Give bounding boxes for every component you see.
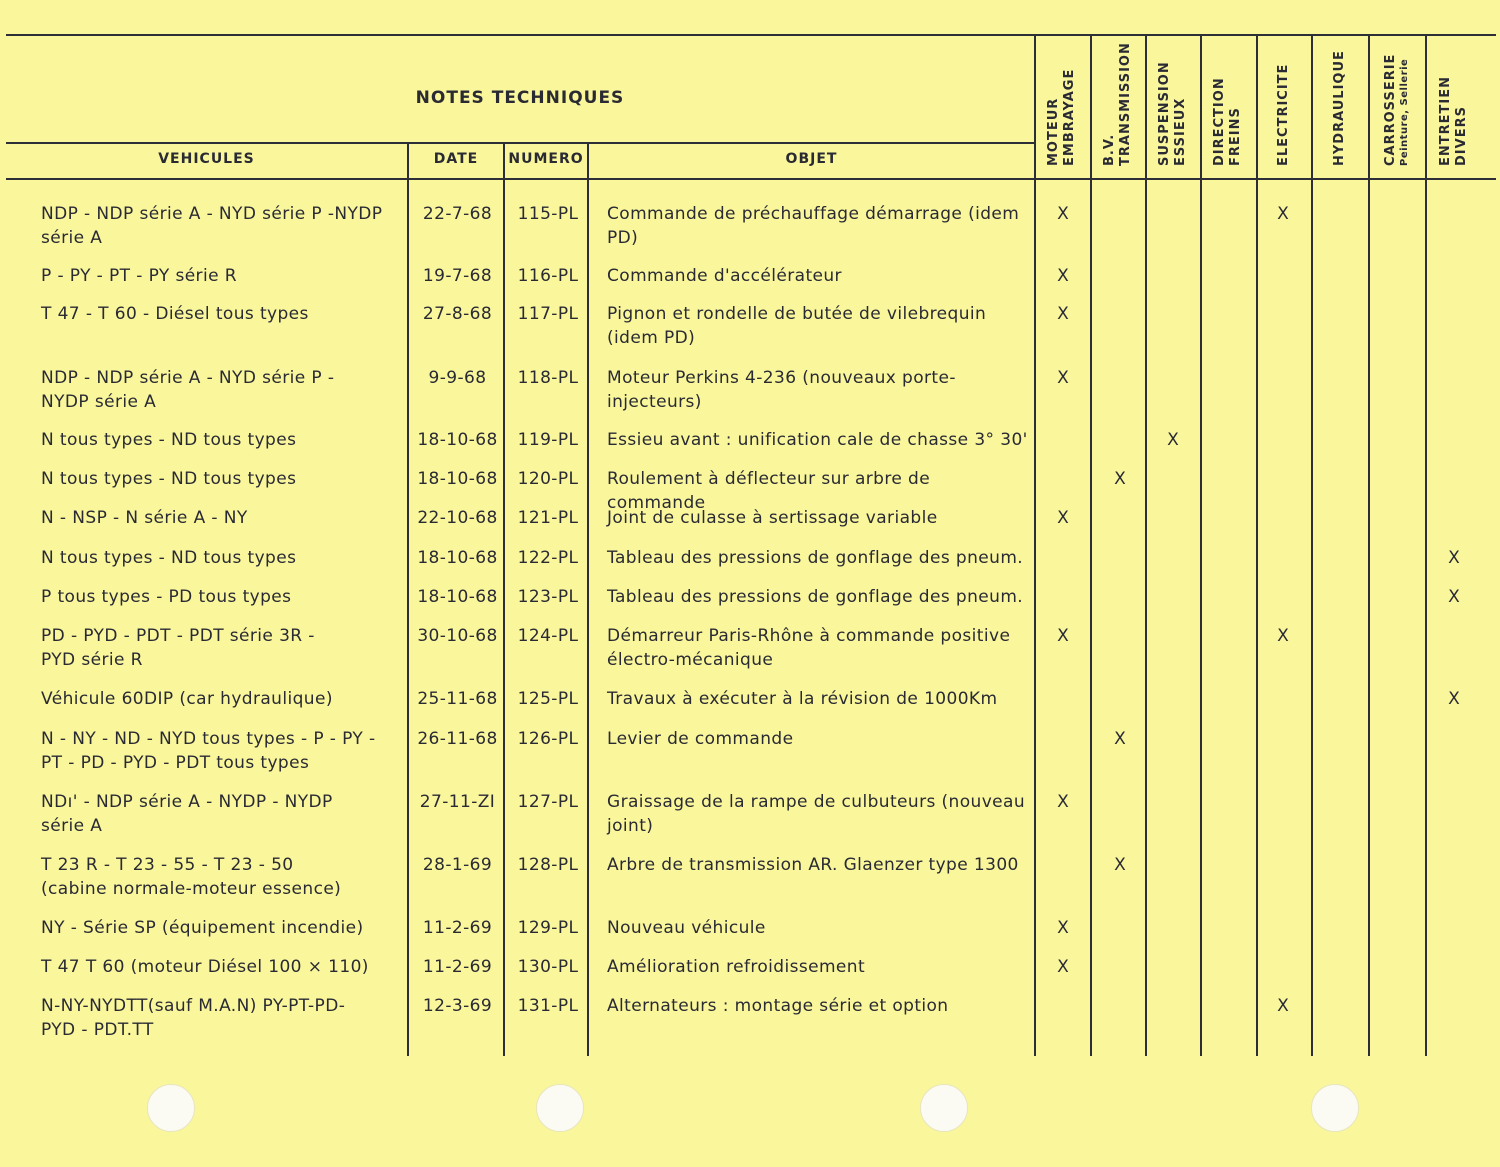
category-header-line: ELECTRICITE bbox=[1275, 63, 1291, 166]
vehicules-cell bbox=[41, 687, 407, 711]
punch-hole bbox=[920, 1084, 968, 1132]
mark-entretien: X bbox=[1448, 689, 1460, 709]
objet-line: Tableau des pressions de gonflage des pneum. bbox=[607, 548, 1024, 568]
category-header-moteur bbox=[1040, 46, 1084, 166]
date-cell: 19-7-68 bbox=[422, 266, 493, 286]
table-row bbox=[0, 853, 1500, 899]
vehicules-cell bbox=[41, 585, 407, 609]
table-row bbox=[0, 624, 1500, 670]
mark-moteur: X bbox=[1057, 204, 1069, 224]
category-header-subtitle: Peinture, Sellerie bbox=[1398, 58, 1410, 166]
objet-cell bbox=[607, 994, 1033, 1018]
objet-cell bbox=[607, 302, 1033, 350]
date-cell: 28-1-69 bbox=[422, 855, 493, 875]
category-header-line: FREINS bbox=[1228, 107, 1243, 166]
vehicules-cell bbox=[41, 202, 407, 250]
date-cell: 26-11-68 bbox=[417, 729, 498, 749]
objet-line: électro-mécanique bbox=[607, 650, 774, 670]
table-row bbox=[0, 994, 1500, 1040]
vehicules-line: NDP - NDP série A - NYD série P -NYDP bbox=[41, 204, 383, 224]
date-cell: 11-2-69 bbox=[422, 918, 493, 938]
numero-cell: 120-PL bbox=[517, 469, 579, 489]
mark-entretien: X bbox=[1448, 548, 1460, 568]
mark-electricite: X bbox=[1277, 996, 1289, 1016]
vehicules-line: N - NY - ND - NYD tous types - P - PY - bbox=[41, 729, 376, 749]
numero-cell: 125-PL bbox=[517, 689, 579, 709]
objet-line: Commande de préchauffage démarrage (idem PD) bbox=[607, 204, 1020, 248]
column-header-numero: NUMERO bbox=[508, 151, 584, 167]
vehicules-line: (cabine normale-moteur essence) bbox=[41, 879, 342, 899]
mark-entretien: X bbox=[1448, 587, 1460, 607]
vehicules-line: T 23 R - T 23 - 55 - T 23 - 50 bbox=[41, 855, 294, 875]
objet-cell bbox=[607, 506, 1033, 530]
objet-line: (idem PD) bbox=[607, 328, 696, 348]
objet-line: Arbre de transmission AR. Glaenzer type 1300 bbox=[607, 855, 1019, 875]
numero-cell: 121-PL bbox=[517, 508, 579, 528]
numero-cell: 127-PL bbox=[517, 792, 579, 812]
category-header-line: MOTEUR bbox=[1045, 97, 1061, 166]
vehicules-line: PYD série R bbox=[41, 650, 143, 670]
numero-cell: 117-PL bbox=[517, 304, 579, 324]
date-cell: 18-10-68 bbox=[417, 430, 498, 450]
numero-cell: 123-PL bbox=[517, 587, 579, 607]
date-cell: 27-11-ZI bbox=[419, 792, 496, 812]
table-row bbox=[0, 585, 1500, 625]
vehicules-cell bbox=[41, 916, 407, 940]
vehicules-line: NY - Série SP (équipement incendie) bbox=[41, 918, 364, 938]
category-header-line: HYDRAULIQUE bbox=[1331, 50, 1347, 166]
objet-line: Graissage de la rampe de culbuteurs (nouveau bbox=[607, 792, 1026, 812]
mark-electricite: X bbox=[1277, 204, 1289, 224]
mark-moteur: X bbox=[1057, 918, 1069, 938]
objet-line: Nouveau véhicule bbox=[607, 918, 766, 938]
vehicules-line: P tous types - PD tous types bbox=[41, 587, 292, 607]
objet-line: Roulement à déflecteur sur arbre de commande bbox=[607, 469, 931, 513]
date-cell: 9-9-68 bbox=[428, 368, 487, 388]
vehicules-line: N tous types - ND tous types bbox=[41, 548, 297, 568]
column-header-objet: OBJET bbox=[785, 151, 838, 167]
vehicules-cell bbox=[41, 264, 407, 288]
objet-cell bbox=[607, 546, 1033, 570]
objet-cell bbox=[607, 790, 1033, 838]
table-row bbox=[0, 727, 1500, 773]
objet-line: Pignon et rondelle de butée de vilebrequin bbox=[607, 304, 987, 324]
table-row bbox=[0, 506, 1500, 546]
category-header-electricite bbox=[1262, 46, 1306, 166]
numero-cell: 115-PL bbox=[517, 204, 579, 224]
mark-moteur: X bbox=[1057, 368, 1069, 388]
table-row bbox=[0, 916, 1500, 956]
punch-hole bbox=[1311, 1084, 1359, 1132]
table-row bbox=[0, 790, 1500, 836]
date-cell: 25-11-68 bbox=[417, 689, 498, 709]
mark-electricite: X bbox=[1277, 626, 1289, 646]
objet-line: Commande d'accélérateur bbox=[607, 266, 842, 286]
date-cell: 22-7-68 bbox=[422, 204, 493, 224]
objet-cell bbox=[607, 624, 1033, 672]
vehicules-line: T 47 T 60 (moteur Diésel 100 × 110) bbox=[41, 957, 369, 977]
objet-cell bbox=[607, 955, 1033, 979]
category-header-direction bbox=[1206, 46, 1250, 166]
mark-moteur: X bbox=[1057, 792, 1069, 812]
category-header-line: SUSPENSION bbox=[1156, 61, 1172, 166]
mark-bv: X bbox=[1114, 469, 1126, 489]
vehicules-line: P - PY - PT - PY série R bbox=[41, 266, 237, 286]
date-cell: 22-10-68 bbox=[417, 508, 498, 528]
vehicules-cell bbox=[41, 790, 407, 838]
numero-cell: 129-PL bbox=[517, 918, 579, 938]
vehicules-line: série A bbox=[41, 816, 103, 836]
date-cell: 11-2-69 bbox=[422, 957, 493, 977]
objet-line: Alternateurs : montage série et option bbox=[607, 996, 949, 1016]
table-row bbox=[0, 202, 1500, 248]
mark-moteur: X bbox=[1057, 957, 1069, 977]
category-header-line: B.V. bbox=[1101, 133, 1117, 166]
header-bottom-rule bbox=[6, 178, 1496, 180]
objet-line: Tableau des pressions de gonflage des pneum. bbox=[607, 587, 1024, 607]
column-header-date: DATE bbox=[433, 151, 479, 167]
vehicules-cell bbox=[41, 624, 407, 672]
objet-cell bbox=[607, 687, 1033, 711]
table-row bbox=[0, 687, 1500, 727]
mark-bv: X bbox=[1114, 729, 1126, 749]
category-header-line: CARROSSERIE bbox=[1382, 53, 1398, 166]
vehicules-line: PT - PD - PYD - PDT tous types bbox=[41, 753, 310, 773]
category-header-suspension bbox=[1151, 46, 1195, 166]
objet-cell bbox=[607, 202, 1033, 250]
objet-cell bbox=[607, 366, 1033, 414]
punch-hole bbox=[536, 1084, 584, 1132]
objet-line: Moteur Perkins 4-236 (nouveaux porte-injecteurs) bbox=[607, 368, 956, 412]
vehicules-line: série A bbox=[41, 228, 103, 248]
category-header-entretien bbox=[1432, 46, 1476, 166]
vehicules-line: NDP - NDP série A - NYD série P - bbox=[41, 368, 335, 388]
objet-line: Essieu avant : unification cale de chasse 3° 30' bbox=[607, 430, 1028, 450]
table-top-rule bbox=[6, 34, 1496, 36]
table-row bbox=[0, 955, 1500, 995]
objet-line: Levier de commande bbox=[607, 729, 794, 749]
title-bottom-rule bbox=[6, 142, 1034, 144]
objet-line: Joint de culasse à sertissage variable bbox=[607, 508, 938, 528]
vehicules-cell bbox=[41, 727, 407, 775]
objet-cell bbox=[607, 916, 1033, 940]
numero-cell: 122-PL bbox=[517, 548, 579, 568]
category-header-hydraulique bbox=[1318, 46, 1362, 166]
category-header-line: TRANSMISSION bbox=[1118, 42, 1133, 166]
mark-moteur: X bbox=[1057, 266, 1069, 286]
vehicules-line: T 47 - T 60 - Diésel tous types bbox=[41, 304, 309, 324]
vehicules-line: PYD - PDT.TT bbox=[41, 1020, 154, 1040]
vehicules-cell bbox=[41, 366, 407, 414]
date-cell: 30-10-68 bbox=[417, 626, 498, 646]
table-row bbox=[0, 546, 1500, 586]
mark-moteur: X bbox=[1057, 508, 1069, 528]
objet-cell bbox=[607, 428, 1033, 452]
category-header-line: ESSIEUX bbox=[1173, 97, 1188, 166]
vehicules-cell bbox=[41, 506, 407, 530]
mark-suspension: X bbox=[1167, 430, 1179, 450]
date-cell: 18-10-68 bbox=[417, 587, 498, 607]
date-cell: 12-3-69 bbox=[422, 996, 493, 1016]
objet-line: joint) bbox=[607, 816, 654, 836]
vehicules-cell bbox=[41, 994, 407, 1042]
vehicules-cell bbox=[41, 853, 407, 901]
mark-bv: X bbox=[1114, 855, 1126, 875]
table-row bbox=[0, 302, 1500, 348]
objet-cell bbox=[607, 264, 1033, 288]
punch-hole bbox=[147, 1084, 195, 1132]
numero-cell: 131-PL bbox=[517, 996, 579, 1016]
category-header-bv bbox=[1096, 42, 1140, 166]
numero-cell: 116-PL bbox=[517, 266, 579, 286]
vehicules-line: Véhicule 60DIP (car hydraulique) bbox=[41, 689, 333, 709]
vehicules-line: N tous types - ND tous types bbox=[41, 469, 297, 489]
numero-cell: 119-PL bbox=[517, 430, 579, 450]
column-header-vehicules: VEHICULES bbox=[158, 151, 255, 167]
objet-cell bbox=[607, 727, 1033, 751]
table-row bbox=[0, 467, 1500, 513]
objet-line: Démarreur Paris-Rhône à commande positive bbox=[607, 626, 1011, 646]
vehicules-line: NDı' - NDP série A - NYDP - NYDP bbox=[41, 792, 333, 812]
vehicules-line: N-NY-NYDTT(sauf M.A.N) PY-PT-PD- bbox=[41, 996, 346, 1016]
category-header-line: DIRECTION bbox=[1211, 77, 1227, 166]
vehicules-cell bbox=[41, 955, 407, 979]
numero-cell: 130-PL bbox=[517, 957, 579, 977]
category-header-line: EMBRAYAGE bbox=[1062, 68, 1077, 166]
sheet-title: NOTES TECHNIQUES bbox=[415, 88, 625, 108]
numero-cell: 128-PL bbox=[517, 855, 579, 875]
table-row bbox=[0, 366, 1500, 412]
objet-line: Travaux à exécuter à la révision de 1000Km bbox=[607, 689, 998, 709]
table-row bbox=[0, 428, 1500, 468]
vehicules-line: N - NSP - N série A - NY bbox=[41, 508, 248, 528]
date-cell: 27-8-68 bbox=[422, 304, 493, 324]
objet-cell bbox=[607, 853, 1033, 877]
table-row bbox=[0, 264, 1500, 304]
vehicules-line: PD - PYD - PDT - PDT série 3R - bbox=[41, 626, 315, 646]
vehicules-line: N tous types - ND tous types bbox=[41, 430, 297, 450]
objet-line: Amélioration refroidissement bbox=[607, 957, 866, 977]
vehicules-line: NYDP série A bbox=[41, 392, 157, 412]
numero-cell: 126-PL bbox=[517, 729, 579, 749]
date-cell: 18-10-68 bbox=[417, 548, 498, 568]
numero-cell: 124-PL bbox=[517, 626, 579, 646]
objet-cell bbox=[607, 585, 1033, 609]
vehicules-cell bbox=[41, 546, 407, 570]
category-header-line: DIVERS bbox=[1454, 106, 1469, 166]
mark-moteur: X bbox=[1057, 304, 1069, 324]
category-header-carrosserie bbox=[1375, 46, 1419, 166]
category-header-line: ENTRETIEN bbox=[1437, 76, 1453, 166]
mark-moteur: X bbox=[1057, 626, 1069, 646]
date-cell: 18-10-68 bbox=[417, 469, 498, 489]
vehicules-cell bbox=[41, 428, 407, 452]
vehicules-cell bbox=[41, 302, 407, 326]
numero-cell: 118-PL bbox=[517, 368, 579, 388]
vehicules-cell bbox=[41, 467, 407, 491]
